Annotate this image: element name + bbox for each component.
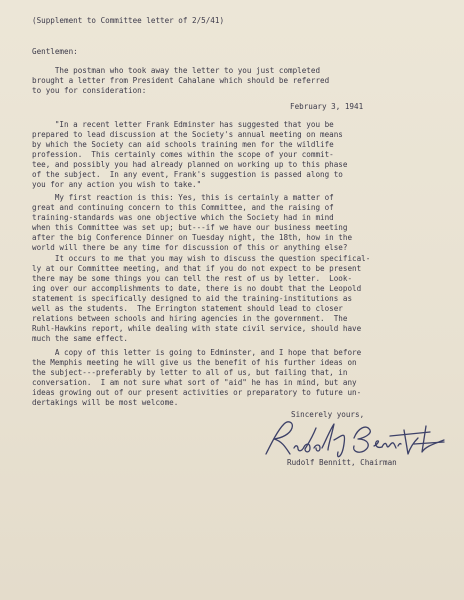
text-line: dertakings will be most welcome. [32,398,179,407]
paragraph-copy [32,348,361,408]
text-line: tee, and possibly you had already planned on working up to this phase [32,160,348,169]
text-line: statement is specifically designed to aid the training-institutions as [32,294,353,303]
text-line: brought a letter from President Cahalane which should be referred [32,76,330,85]
paragraph-committee [32,254,370,344]
text-line: ideas growing out of our present activities or preparatory to future un- [32,388,362,397]
text-line: conversation. I am not sure what sort of "aid" he has in mind, but any [32,378,357,387]
text-line: ly at our Committee meeting, and that if you do not expect to be present [32,264,362,273]
text-line: Ruhl-Hawkins report, while dealing with state civil service, should have [32,324,362,333]
text-line: of the subject. In any event, Frank's suggestion is passed along to [32,170,343,179]
signer-name: Rudolf Bennitt, Chairman [287,458,397,467]
text-line: you for any action you wish to take." [32,180,202,189]
text-line: "In a recent letter Frank Edminster has suggested that you be [32,120,334,129]
text-line: to you for consideration: [32,86,147,95]
text-line: It occurs to me that you may wish to discuss the question specifical- [32,254,371,263]
paragraph-intro [32,66,329,96]
text-line: prepared to lead discussion at the Society's annual meeting on means [32,130,343,139]
paragraph-quote [32,120,347,190]
text-line: when this Committee was set up; but---if we have our business meeting [32,223,348,232]
text-line: relations between schools and hiring agencies in the government. The [32,314,348,323]
text-line: the subject---preferably by letter to all of us, but failing that, in [32,368,348,377]
greeting: Gentlemen: [32,47,78,56]
text-line: ing over our accomplishments to date, there is no doubt that the Leopold [32,284,362,293]
text-line: My first reaction is this: Yes, this is certainly a matter of [32,193,334,202]
text-line: after the big Conference Dinner on Tuesday night, the 18th, how in the [32,233,353,242]
text-line: the Memphis meeting he will give us the benefit of his further ideas on [32,358,357,367]
text-line: well as the students. The Errington statement should lead to closer [32,304,343,313]
text-line: great and continuing concern to this Committee, and the raising of [32,203,334,212]
text-line: The postman who took away the letter to you just completed [32,66,321,75]
letter-header: (Supplement to Committee letter of 2/5/41) [32,16,225,25]
text-line: world will there be any time for discussion of this or anything else? [32,243,348,252]
letter-date: February 3, 1941 [290,102,364,111]
paragraph-reaction [32,193,352,253]
text-line: training-standards was one objective which the Society had in mind [32,213,334,222]
handwritten-signature [258,418,448,462]
closing: Sincerely yours, [291,410,365,419]
text-line: there may be some things you can tell the rest of us by letter. Look- [32,274,353,283]
text-line: much the same effect. [32,334,129,343]
text-line: A copy of this letter is going to Edminster, and I hope that before [32,348,362,357]
text-line: profession. This certainly comes within the scope of your commit- [32,150,334,159]
text-line: by which the Society can aid schools training men for the wildlife [32,140,334,149]
